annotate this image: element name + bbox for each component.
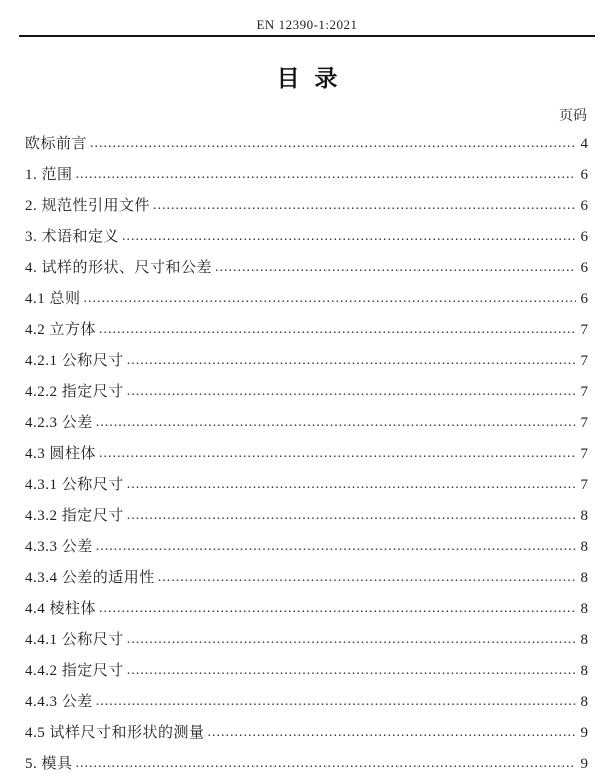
toc-entry-page: 4 <box>580 136 588 152</box>
toc-row <box>25 225 588 256</box>
toc-row <box>25 566 588 597</box>
toc-entry-label: 4.5 试样尺寸和形状的测量 <box>25 725 205 741</box>
toc-dot-leader <box>208 725 576 741</box>
toc-row <box>25 163 588 194</box>
toc-row <box>25 752 588 774</box>
toc-entry-page: 7 <box>580 322 588 338</box>
toc-entry-label: 2. 规范性引用文件 <box>25 198 151 214</box>
toc-dot-leader <box>96 415 576 431</box>
toc-entry-label: 4.4 棱柱体 <box>25 601 97 617</box>
toc-dot-leader <box>127 663 576 679</box>
toc-entry-page: 7 <box>580 477 588 493</box>
toc-row <box>25 442 588 473</box>
toc-row <box>25 721 588 752</box>
toc-entry-page: 6 <box>580 260 588 276</box>
toc-entry-page: 8 <box>580 632 588 648</box>
toc-dot-leader <box>96 539 576 555</box>
toc-entry-page: 6 <box>580 167 588 183</box>
toc-row <box>25 473 588 504</box>
toc-dot-leader <box>158 570 576 586</box>
toc-dot-leader <box>99 601 576 617</box>
toc-entry-page: 6 <box>580 229 588 245</box>
toc-row <box>25 349 588 380</box>
toc-entry-label: 欧标前言 <box>25 136 88 152</box>
toc-dot-leader <box>76 167 576 183</box>
page-title: 目 录 <box>276 66 338 91</box>
toc-entry-label: 4.4.2 指定尺寸 <box>25 663 124 679</box>
toc-entry-page: 7 <box>580 353 588 369</box>
toc-row <box>25 318 588 349</box>
toc-entry-label: 4. 试样的形状、尺寸和公差 <box>25 260 213 276</box>
page-number-column-label: 页码 <box>559 109 587 124</box>
toc-dot-leader <box>84 291 576 307</box>
toc-entry-label: 5. 模具 <box>25 756 73 772</box>
toc-entry-page: 8 <box>580 508 588 524</box>
toc-row <box>25 411 588 442</box>
toc-dot-leader <box>127 477 576 493</box>
toc-dot-leader <box>127 632 576 648</box>
toc-entry-page: 8 <box>580 570 588 586</box>
toc-row <box>25 628 588 659</box>
toc-row <box>25 256 588 287</box>
toc-entry-page: 7 <box>580 446 588 462</box>
toc-row <box>25 287 588 318</box>
toc-row <box>25 504 588 535</box>
toc-entry-page: 8 <box>580 601 588 617</box>
toc-row <box>25 597 588 628</box>
toc-dot-leader <box>153 198 576 214</box>
toc-entry-page: 8 <box>580 694 588 710</box>
toc-dot-leader <box>215 260 576 276</box>
toc-entry-page: 7 <box>580 384 588 400</box>
toc-entry-label: 4.2.1 公称尺寸 <box>25 353 124 369</box>
toc-entry-page: 8 <box>580 539 588 555</box>
document-header-standard-number: EN 12390-1:2021 <box>256 17 358 32</box>
toc-entry-label: 4.3 圆柱体 <box>25 446 97 462</box>
toc-entry-page: 8 <box>580 663 588 679</box>
toc-dot-leader <box>122 229 576 245</box>
toc-entry-page: 6 <box>580 198 588 214</box>
toc-row <box>25 380 588 411</box>
toc-entry-label: 4.3.2 指定尺寸 <box>25 508 124 524</box>
toc-row <box>25 690 588 721</box>
toc-dot-leader <box>127 508 576 524</box>
toc-dot-leader <box>99 446 576 462</box>
toc-entry-label: 4.3.3 公差 <box>25 539 93 555</box>
toc-entry-label: 4.2.3 公差 <box>25 415 93 431</box>
toc-dot-leader <box>90 136 576 152</box>
toc-entry-label: 3. 术语和定义 <box>25 229 120 245</box>
header-rule <box>19 35 595 37</box>
toc-entry-label: 4.4.1 公称尺寸 <box>25 632 124 648</box>
toc-entry-label: 4.4.3 公差 <box>25 694 93 710</box>
toc-entry-page: 6 <box>580 291 588 307</box>
toc-dot-leader <box>99 322 576 338</box>
toc-entry-label: 4.3.1 公称尺寸 <box>25 477 124 493</box>
toc-dot-leader <box>76 756 576 772</box>
toc-row <box>25 535 588 566</box>
toc-row <box>25 659 588 690</box>
toc-entry-label: 4.3.4 公差的适用性 <box>25 570 155 586</box>
toc-dot-leader <box>127 384 576 400</box>
toc-dot-leader <box>127 353 576 369</box>
toc-dot-leader <box>96 694 576 710</box>
toc-row <box>25 194 588 225</box>
toc-list <box>25 132 588 774</box>
toc-entry-label: 4.2 立方体 <box>25 322 97 338</box>
toc-entry-label: 4.2.2 指定尺寸 <box>25 384 124 400</box>
toc-row <box>25 132 588 163</box>
toc-entry-page: 9 <box>580 725 588 741</box>
toc-entry-label: 4.1 总则 <box>25 291 81 307</box>
toc-entry-page: 9 <box>580 756 588 772</box>
toc-entry-page: 7 <box>580 415 588 431</box>
toc-entry-label: 1. 范围 <box>25 167 73 183</box>
